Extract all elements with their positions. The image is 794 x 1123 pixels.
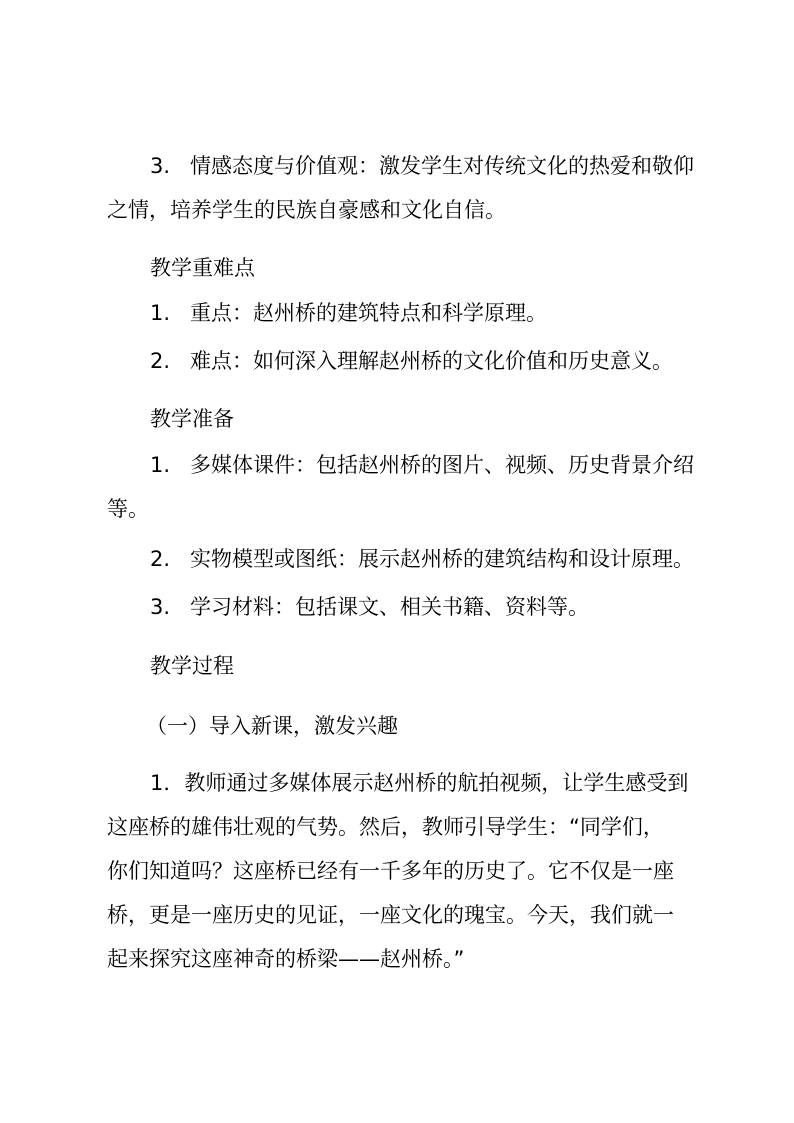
preparation-item-3-number: 3. — [150, 595, 171, 619]
preparation-item-3-text: 学习材料：包括课文、相关书籍、资料等。 — [190, 595, 589, 619]
key-point-item-2 — [150, 347, 673, 375]
preparation-item-1-text: 多媒体课件：包括赵州桥的图片、视频、历史背景介绍 — [190, 453, 694, 477]
process-subheading: （一）导入新课，激发兴趣 — [146, 714, 398, 738]
process-paragraph-line-5: 起来探究这座神奇的桥梁——赵州桥。” — [107, 947, 465, 971]
process-paragraph-line-4: 桥，更是一座历史的见证，一座文化的瑰宝。今天，我们就一 — [107, 903, 674, 927]
preparation-item-1-line-1 — [150, 451, 694, 479]
preparation-item-2 — [150, 545, 694, 573]
process-heading: 教学过程 — [150, 654, 234, 678]
goal-item-3-text: 情感态度与价值观：激发学生对传统文化的热爱和敬仰 — [190, 154, 694, 178]
preparation-heading: 教学准备 — [150, 407, 234, 431]
process-paragraph-line-1: 1．教师通过多媒体展示赵州桥的航拍视频，让学生感受到 — [150, 771, 689, 795]
preparation-item-1-line-2: 等。 — [107, 497, 149, 521]
process-paragraph-line-3: 你们知道吗？这座桥已经有一千多年的历史了。它不仅是一座 — [107, 859, 674, 883]
goal-item-3-line-2: 之情，培养学生的民族自豪感和文化自信。 — [107, 198, 506, 222]
key-points-heading: 教学重难点 — [150, 256, 255, 280]
process-paragraph-line-2: 这座桥的雄伟壮观的气势。然后，教师引导学生：“同学们， — [107, 815, 664, 839]
key-point-item-2-number: 2. — [150, 349, 171, 373]
preparation-item-1-number: 1. — [150, 453, 171, 477]
preparation-item-2-number: 2. — [150, 547, 171, 571]
preparation-item-2-text: 实物模型或图纸：展示赵州桥的建筑结构和设计原理。 — [190, 547, 694, 571]
goal-item-3-number: 3. — [150, 154, 171, 178]
preparation-item-3 — [150, 593, 589, 621]
key-point-item-1-text: 重点：赵州桥的建筑特点和科学原理。 — [190, 301, 547, 325]
key-point-item-1-number: 1. — [150, 301, 171, 325]
goal-item-3-line-1 — [150, 152, 694, 180]
key-point-item-2-text: 难点：如何深入理解赵州桥的文化价值和历史意义。 — [190, 349, 673, 373]
key-point-item-1 — [150, 299, 547, 327]
